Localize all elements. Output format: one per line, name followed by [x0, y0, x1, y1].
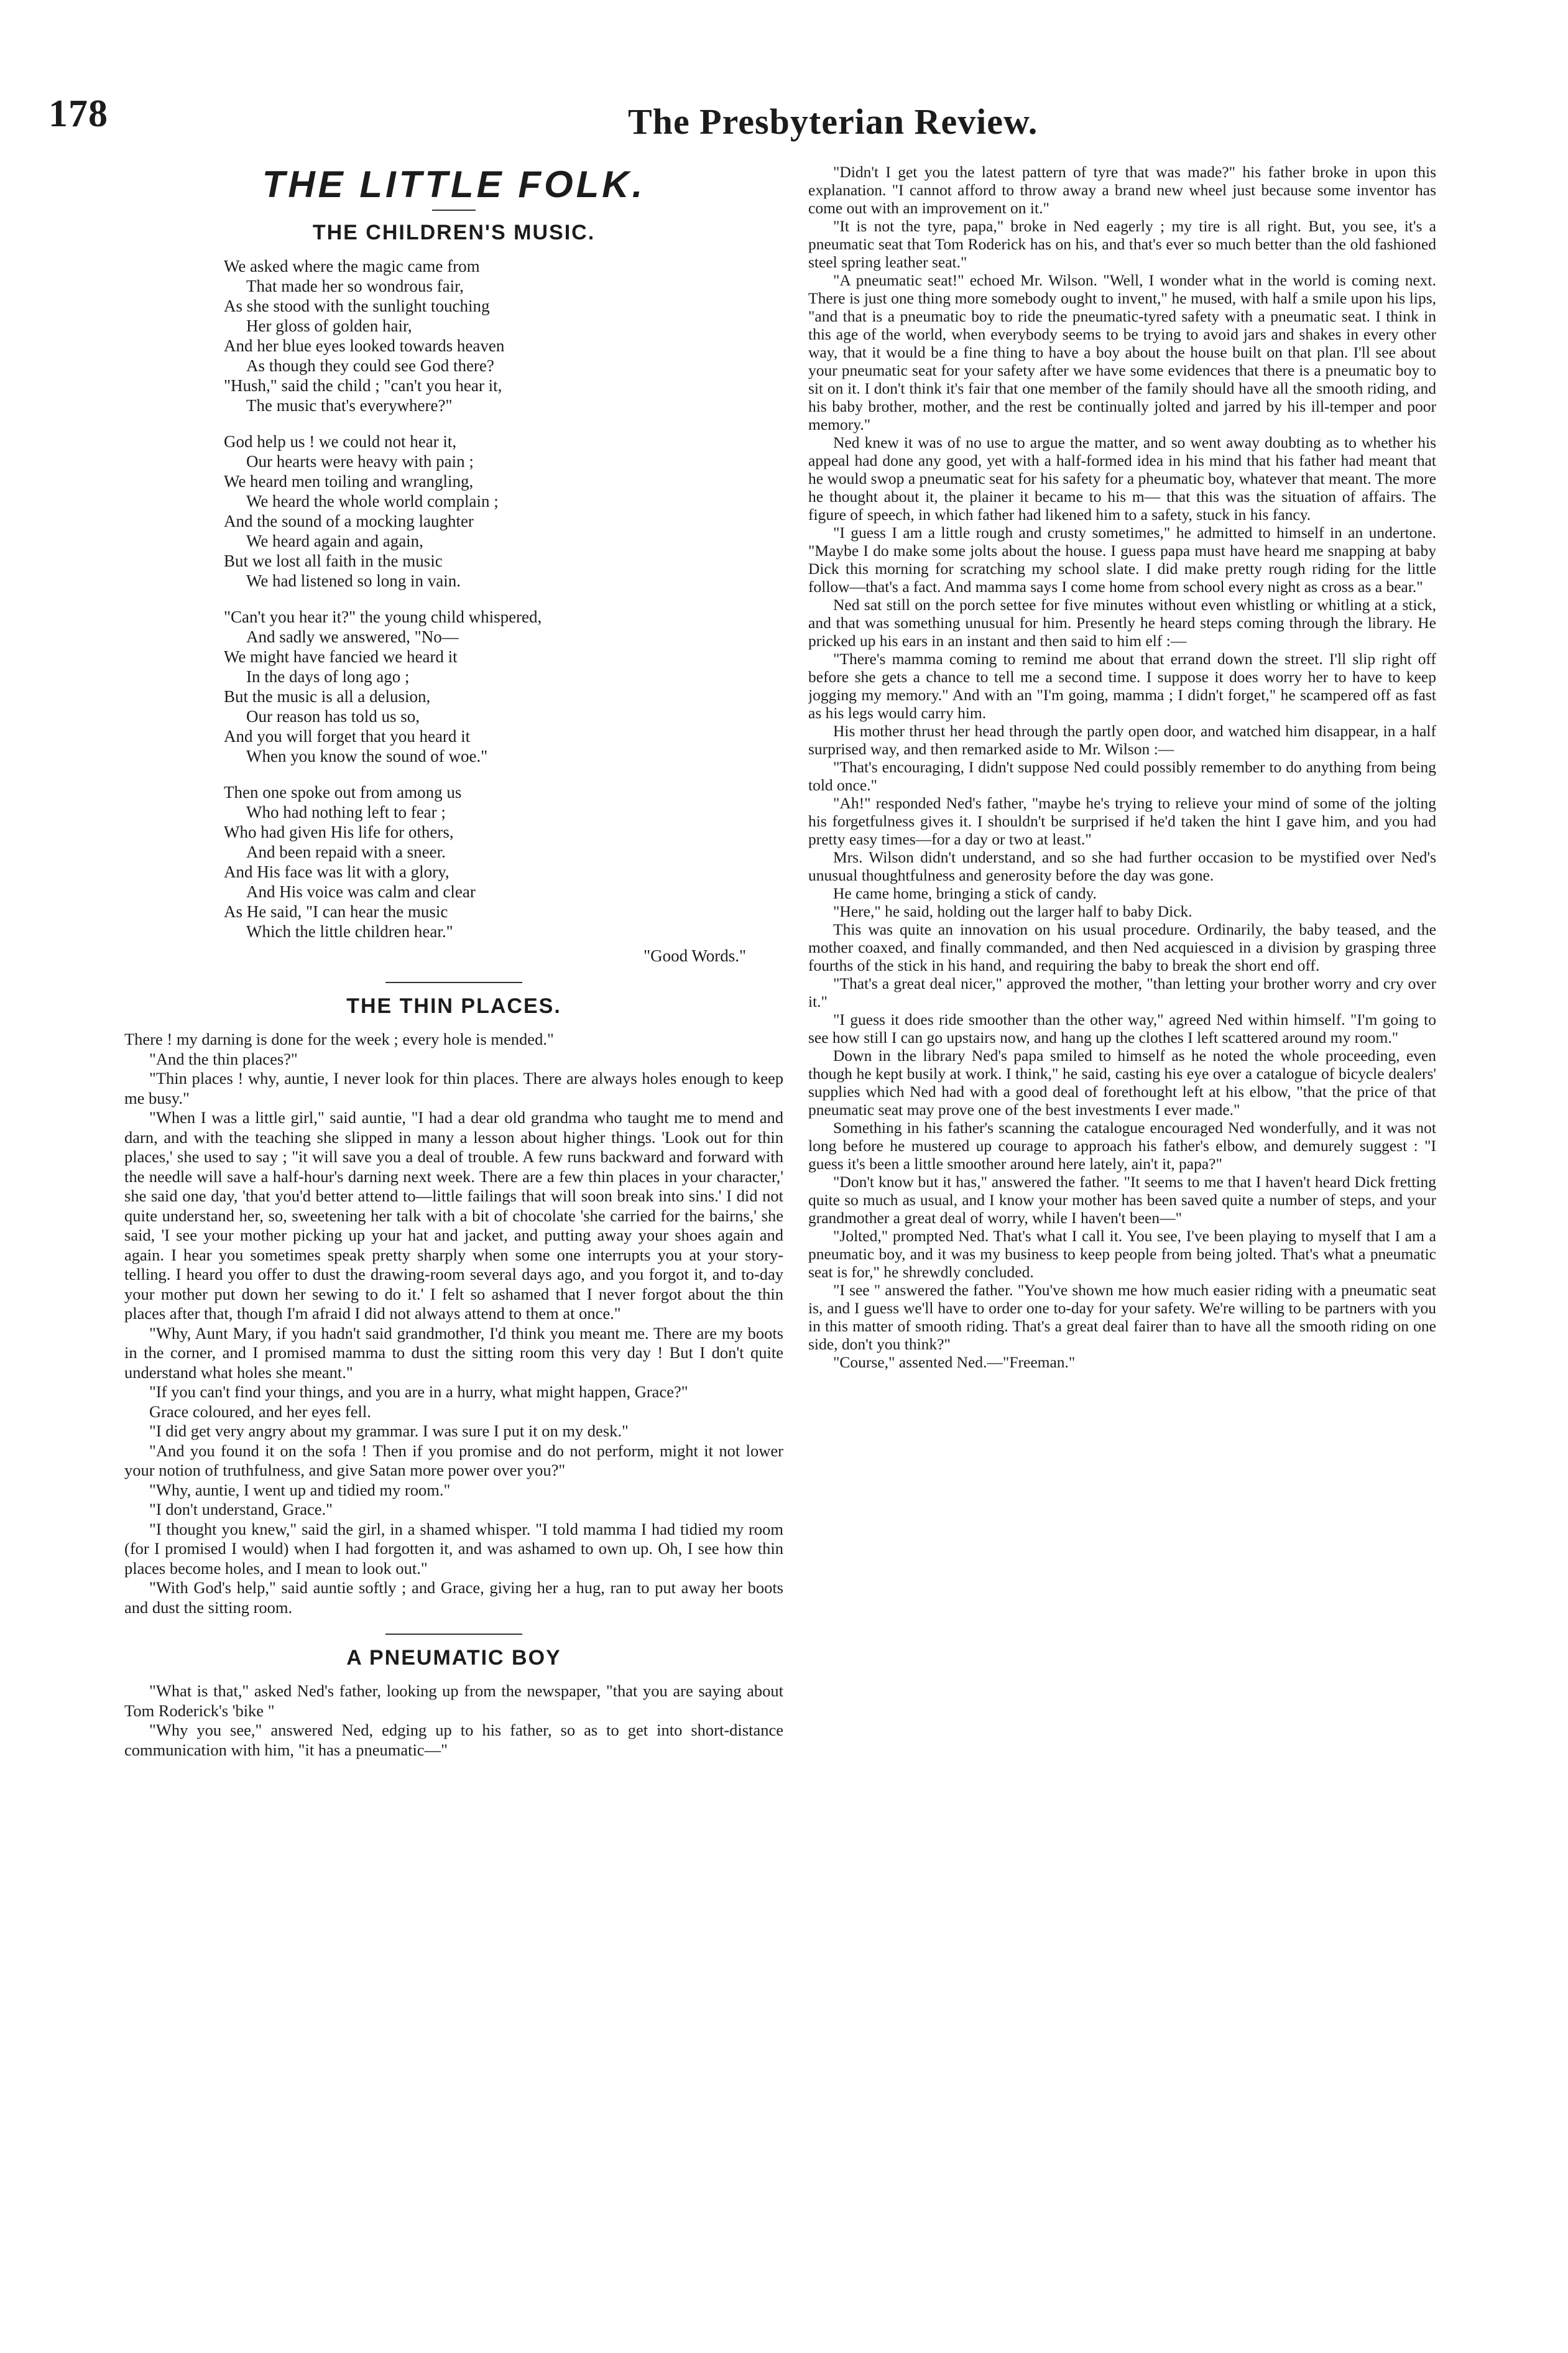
- poem-stanza: [224, 607, 721, 766]
- poem-line: And you will forget that you heard it: [224, 727, 471, 746]
- section-divider: [385, 982, 522, 983]
- poem-line: We might have fancied we heard it: [224, 647, 458, 666]
- paragraph: "I see " answered the father. "You've shown me how much easier riding with a pneumatic seat is, and I guess we'll have to order one to-day for your safety. We're willing to be partners with you in this matter of smooth riding. That's a great deal fairer than to have all the smooth riding on one side, don't you think?": [808, 1281, 1436, 1353]
- paragraph: "Why you see," answered Ned, edging up to his father, so as to get into short-distance communication with him, "it has a pneumatic—": [124, 1721, 783, 1759]
- paragraph: "Didn't I get you the latest pattern of tyre that was made?" his father broke in upon this explanation. "I cannot afford to throw away a brand new wheel just because some inventor has come out with an improvement on it.": [808, 163, 1436, 217]
- poem-line: The music that's everywhere?": [246, 396, 453, 415]
- paragraph: "Thin places ! why, auntie, I never look for thin places. There are always holes enough to keep me busy.": [124, 1069, 783, 1107]
- paragraph: "Why, Aunt Mary, if you hadn't said grandmother, I'd think you meant me. There are my boots in the corner, and I promised mamma to dust the sitting room this very day ! But I don't quite understand what holes she meant.": [124, 1323, 783, 1382]
- paragraph: Down in the library Ned's papa smiled to himself as he noted the whole proceeding, even though he kept busily at work. I think," he said, casting his eye over a catalogue of bicycle dealers' supplies which Ned had with a good deal of forethought left at his elbow, "that the price of that pneumatic seat may prove one of the best investments I ever made.": [808, 1047, 1436, 1119]
- poem-line: "Hush," said the child ; "can't you hear it,: [224, 376, 502, 395]
- poem-line: Our hearts were heavy with pain ;: [246, 452, 474, 471]
- poem-line: And His face was lit with a glory,: [224, 862, 450, 881]
- paragraph: "I don't understand, Grace.": [149, 1500, 333, 1519]
- story-pneumatic-boy-start: [124, 1681, 783, 1760]
- section-divider: [385, 1634, 522, 1635]
- poem-line: As though they could see God there?: [246, 356, 494, 375]
- paragraph: "Here," he said, holding out the larger half to baby Dick.: [833, 902, 1192, 920]
- running-head: The Presbyterian Review.: [628, 101, 1038, 142]
- poem-line: But the music is all a delusion,: [224, 687, 431, 706]
- story-title-thin-places: THE THIN PLACES.: [346, 994, 561, 1018]
- poem-line: Which the little children hear.": [246, 922, 453, 941]
- paragraph: This was quite an innovation on his usual procedure. Ordinarily, the baby teased, and the mother coaxed, and finally commanded, and then Ned acquiesced in a division by grasping three fourths of the stick in his hand, and requiring the baby to break the short end off.: [808, 920, 1436, 974]
- poem-line: And her blue eyes looked towards heaven: [224, 336, 505, 355]
- paragraph: "It is not the tyre, papa," broke in Ned eagerly ; my tire is all right. But, you see, it's a pneumatic seat that Tom Roderick has on his, and that's ever so much better than the old fashioned steel spring leather seat.": [808, 217, 1436, 271]
- poem-line: But we lost all faith in the music: [224, 552, 443, 570]
- paragraph: "What is that," asked Ned's father, looking up from the newspaper, "that you are saying about Tom Roderick's 'bike ": [124, 1681, 783, 1720]
- poem-line: We heard the whole world complain ;: [246, 492, 499, 511]
- paragraph: "A pneumatic seat!" echoed Mr. Wilson. "Well, I wonder what in the world is coming next. There is just one thing more somebody ought to invent," he mused, with half a smile upon his lips, "and that is a pneumatic boy to ride the pneumatic-tyred safety with a pneumatic seat. I think in this age of the world, when everybody seems to be trying to avoid jars and shakes in every other way, that it would be a fine thing to have a boy about the house built on that plan. I'll see about your pneumatic seat for your safety after we have some evidences that there is a pneumatic boy to sit on it. I don't think it's fair that one member of the family should have all the smooth riding, and his baby brother, mother, and the rest be continually jolted and jarred by his ill-temper and poor memory.": [808, 271, 1436, 433]
- poem-line: Then one spoke out from among us: [224, 783, 462, 802]
- paragraph: "That's encouraging, I didn't suppose Ned could possibly remember to do anything from being told once.": [808, 758, 1436, 794]
- poem-line: Who had given His life for others,: [224, 823, 454, 841]
- paragraph: Grace coloured, and her eyes fell.: [149, 1402, 371, 1421]
- paragraph: "Don't know but it has," answered the father. "It seems to me that I haven't heard Dick fretting quite so much as usual, and I know your mother has been saved quite a number of steps, and your grandmother a great deal of worry, while I haven't been—": [808, 1173, 1436, 1227]
- paragraph: "Course," assented Ned.—"Freeman.": [833, 1353, 1076, 1371]
- poem-line: God help us ! we could not hear it,: [224, 432, 457, 451]
- poem-attribution: "Good Words.": [643, 946, 746, 965]
- poem-line: Our reason has told us so,: [246, 707, 420, 726]
- paragraph: There ! my darning is done for the week ; every hole is mended.": [124, 1030, 554, 1048]
- poem-line: And His voice was calm and clear: [246, 882, 476, 901]
- paragraph: "If you can't find your things, and you are in a hurry, what might happen, Grace?": [149, 1382, 688, 1401]
- poem-line: When you know the sound of woe.": [246, 747, 488, 765]
- poem-line: We heard again and again,: [246, 532, 423, 550]
- poem-line: "Can't you hear it?" the young child whispered,: [224, 608, 542, 626]
- story-pneumatic-boy-continued: [808, 163, 1436, 1371]
- paragraph: "Ah!" responded Ned's father, "maybe he's trying to relieve your mind of some of the jolting his forgetfulness gives it. I shouldn't be surprised if he'd taken the hint I gave him, and you had pretty easy times—for a day or two at least.": [808, 794, 1436, 848]
- left-column: [124, 163, 783, 2328]
- paragraph: "With God's help," said auntie softly ; and Grace, giving her a hug, ran to put away her boots and dust the sitting room.: [124, 1578, 783, 1617]
- poem-line: We had listened so long in vain.: [246, 571, 461, 590]
- page-number: 178: [48, 93, 108, 135]
- paragraph: "I guess it does ride smoother than the other way," agreed Ned within himself. "I'm going to see how still I can go upstairs now, and hang up the clothes I left scattered around my room.": [808, 1010, 1436, 1047]
- paragraph: "And you found it on the sofa ! Then if you promise and do not perform, might it not lower your notion of truthfulness, and give Satan more power over you?": [124, 1441, 783, 1479]
- paragraph: "I did get very angry about my grammar. I was sure I put it on my desk.": [149, 1422, 629, 1440]
- poem-line: Her gloss of golden hair,: [246, 317, 412, 335]
- title-rule: [432, 210, 476, 211]
- paragraph: "Why, auntie, I went up and tidied my room.": [149, 1480, 451, 1499]
- paragraph: "Jolted," prompted Ned. That's what I call it. You see, I've been playing to myself that I am a pneumatic boy, and it was my business to keep people from being jolted. That's what a pneumatic seat is for," he shrewdly concluded.: [808, 1227, 1436, 1281]
- story-title-pneumatic-boy: A PNEUMATIC BOY: [346, 1646, 561, 1670]
- paragraph: Ned knew it was of no use to argue the matter, and so went away doubting as to whether his appeal had done any good, yet with a half-formed idea in his mind that his father had meant that he would swop a pneumatic seat for his safety for a pheumatic boy, whatever that meant. The more he thought about it, the plainer it became to his m— that this was the situation of affairs. The figure of speech, in which father had likened him to a safety, stuck in his fancy.: [808, 433, 1436, 524]
- poem-title: THE CHILDREN'S MUSIC.: [312, 221, 596, 244]
- paragraph: Mrs. Wilson didn't understand, and so she had further occasion to be mystified over Ned's unusual thoughtfulness and generosity before the day was gone.: [808, 848, 1436, 884]
- paragraph: He came home, bringing a stick of candy.: [833, 884, 1097, 902]
- story-thin-places: [124, 1030, 783, 1617]
- poem-line: As He said, "I can hear the music: [224, 902, 448, 921]
- poem-line: We asked where the magic came from: [224, 257, 480, 275]
- paragraph: "I thought you knew," said the girl, in a shamed whisper. "I told mamma I had tidied my room (for I promised I would) when I had forgotten it, and was ashamed to own up. Oh, I see how thin places become holes, and I mean to look out.": [124, 1519, 783, 1578]
- poem-line: Who had nothing left to fear ;: [246, 803, 446, 821]
- paragraph: His mother thrust her head through the partly open door, and watched him disappear, in a half surprised way, and then remarked aside to Mr. Wilson :—: [808, 722, 1436, 758]
- paragraph: "I guess I am a little rough and crusty sometimes," he admitted to himself in an undertone. "Maybe I do make some jolts about the house. I guess papa must have heard me snapping at baby Dick this morning for scratching my school slate. I did make pretty rough riding for the little follow—that's a fact. And mamma says I come home from school every night as cross as a bear.": [808, 524, 1436, 596]
- poem: [224, 256, 721, 941]
- paragraph: Something in his father's scanning the catalogue encouraged Ned wonderfully, and it was not long before he mustered up courage to approach his father's elbow, and demurely suggest : "I guess it's been a little smoother around here lately, ain't it, papa?": [808, 1119, 1436, 1173]
- poem-stanza: [224, 432, 721, 591]
- poem-stanza: [224, 256, 721, 415]
- poem-line: And been repaid with a sneer.: [246, 843, 446, 861]
- paragraph: "There's mamma coming to remind me about that errand down the street. I'll slip right off before she gets a chance to tell me a second time. I suppose it does worry her to have to keep jogging my memory." And with an "I'm going, mamma ; I didn't forget," he scampered off as fast as his legs would carry him.: [808, 650, 1436, 722]
- poem-line: We heard men toiling and wrangling,: [224, 472, 474, 491]
- paragraph: "That's a great deal nicer," approved the mother, "than letting your brother worry and cry over it.": [808, 974, 1436, 1010]
- poem-stanza: [224, 782, 721, 941]
- poem-line: As she stood with the sunlight touching: [224, 297, 490, 315]
- paragraph: "And the thin places?": [149, 1049, 298, 1068]
- paragraph: Ned sat still on the porch settee for five minutes without even whistling or whitling at a stick, and that was something unusual for him. Presently he heard steps coming through the library. He pricked up his ears in an instant and then said to him elf :—: [808, 596, 1436, 650]
- right-column: [808, 163, 1436, 2328]
- poem-line: And sadly we answered, "No—: [246, 627, 459, 646]
- poem-line: That made her so wondrous fair,: [246, 277, 464, 295]
- poem-line: And the sound of a mocking laughter: [224, 512, 474, 530]
- paragraph: "When I was a little girl," said auntie, "I had a dear old grandma who taught me to mend and darn, and with the teaching she slipped in many a lesson about higher things. 'Look out for thin places,' she used to say ; "it will save you a deal of trouble. A few runs backward and forward with the needle will save a half-hour's darning next week. There are a few thin places in your character,' she said one day, 'that you'd better attend to—little failings that will soon break into sins.' I did not quite understand her, so, sweetening her talk with a bit of chocolate 'she carried for the bairns,' she said, 'I see your mother picking up your hat and jacket, and putting away your shoes again and again. I hear you sometimes speak pretty sharply when some one interrupts you at your story-telling. I heard you offer to dust the drawing-room several days ago, and you forgot it, and to-day your mother put down her sewing to do it.' I felt so ashamed that I never forgot about the thin places after that, though I'm afraid I did not always attend to them at once.": [124, 1108, 783, 1323]
- poem-line: In the days of long ago ;: [246, 667, 410, 686]
- section-title: THE LITTLE FOLK.: [262, 164, 646, 205]
